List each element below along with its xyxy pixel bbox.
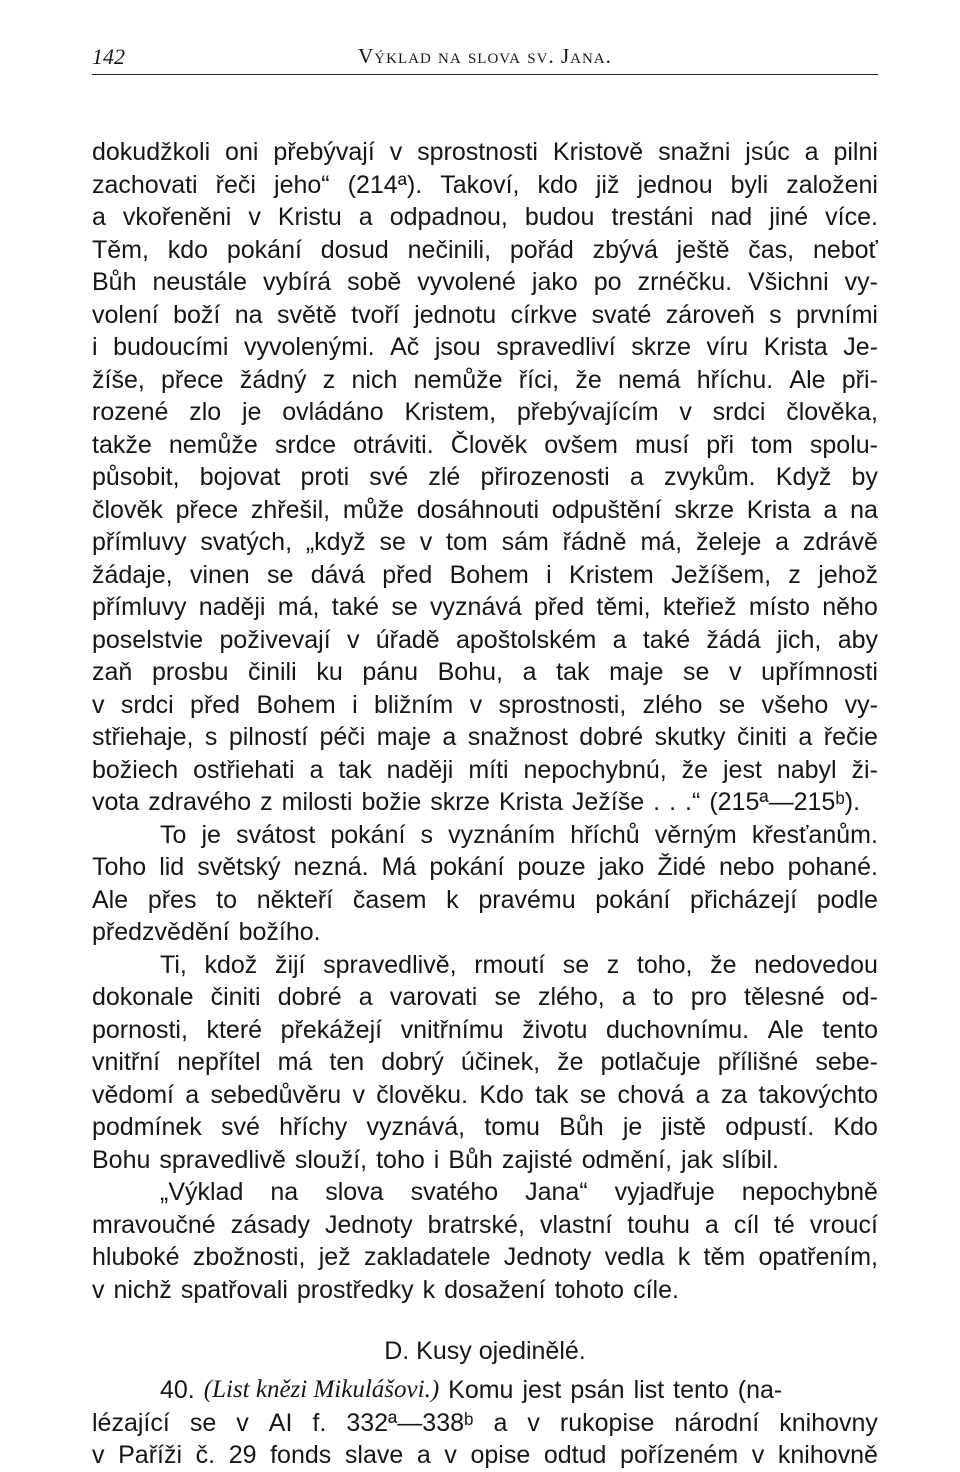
- text-line: hluboké zbožnosti, jež zakladatele Jednoty vedla k těm opatřením,: [92, 1243, 878, 1271]
- text-line: i budoucími vyvolenými. Ač jsou spravedliví skrze víru Krista Je-: [92, 333, 878, 361]
- section-heading: D. Kusy ojedinělé.: [384, 1337, 586, 1365]
- body-text: [92, 136, 878, 1472]
- text-line: dokonale činiti dobré a varovati se zlého, a to pro tělesné od-: [92, 983, 878, 1011]
- entry-title: (List knězi Mikulášovi.): [203, 1376, 440, 1403]
- text-line: lézající se v AI f. 332ª—338ᵇ a v rukopise národní knihovny: [92, 1408, 878, 1437]
- text-line: Toho lid světský nezná. Má pokání pouze jako Židé nebo pohané.: [92, 853, 878, 881]
- text-line: Ale přes to někteří časem k pravému pokání přicházejí podle: [92, 885, 878, 914]
- text-line: božiech ostřiehati a tak naději míti nepochybnú, že jest nabyl ži-: [92, 755, 878, 784]
- text-line: zaň prosbu činili ku pánu Bohu, a tak maje se v upřímnosti: [92, 658, 878, 686]
- text-line: rozené zlo je ovládáno Kristem, přebývajícím v srdci člověka,: [92, 398, 878, 426]
- entry-first-line: 40. (List knězi Mikulášovi.) Komu jest psán list tento (na-: [92, 1374, 878, 1407]
- text-line: To je svátost pokání s vyznáním hříchů věrným křesťanům.: [160, 820, 878, 849]
- text-line: Ti, kdož žijí spravedlivě, rmoutí se z toho, že nedovedou: [160, 950, 878, 979]
- entry-number: 40.: [160, 1376, 195, 1404]
- text-line: Těm, kdo pokání dosud nečinili, pořád zbývá ještě čas, neboť: [92, 235, 878, 264]
- text-line: přímluvy naději má, také se vyznává před těmi, kteřiež místo něho: [92, 593, 878, 621]
- text-line: vědomí a sebedůvěru v člověku. Kdo tak se chová a za takovýchto: [92, 1080, 878, 1109]
- text-line: „Výklad na slova svatého Jana“ vyjadřuje nepochybně: [160, 1178, 878, 1206]
- text-line: vnitřní nepřítel má ten dobrý účinek, že potlačuje přílišné sebe-: [92, 1048, 878, 1076]
- text-line: Bohu spravedlivě slouží, toho i Bůh zajisté odmění, jak slíbil.: [92, 1145, 779, 1174]
- text-line: poselstvie poživevají v úřadě apoštolském a také žádá jich, aby: [92, 625, 878, 654]
- text-line: střiehaje, s pilností péči maje a snažnost dobré skutky činiti a řečie: [92, 723, 878, 751]
- page-number: 142: [92, 44, 125, 69]
- text-line: žádaje, vinen se dává před Bohem i Kristem Ježíšem, z jehož: [92, 560, 878, 589]
- text-line: přímluvy svatých, „když se v tom sám řádně má, želeje a zdrávě: [92, 528, 878, 556]
- text-line: podmínek své hříchy vyznává, tomu Bůh je jistě odpustí. Kdo: [92, 1113, 878, 1141]
- text-line: člověk přece zhřešil, může dosáhnouti odpuštění skrze Krista a na: [92, 495, 878, 524]
- text-line: pornosti, které překážejí vnitřnímu životu duchovnímu. Ale tento: [92, 1015, 878, 1044]
- entry-40: [92, 1374, 878, 1472]
- paragraph: [92, 949, 878, 1177]
- text-line: mravoučné zásady Jednoty bratrské, vlastní touhu a cíl té vroucí: [92, 1210, 878, 1239]
- text-line: v Paříži č. 29 fonds slave a v opise odtud pořízeném v knihovně: [92, 1441, 878, 1469]
- text-line: v srdci před Bohem i bližním v sprostnosti, zlého se všeho vy-: [92, 690, 878, 719]
- paragraph: [92, 136, 878, 819]
- header-rule: [92, 74, 878, 75]
- text-line: dokudžkoli oni přebývají v sprostnosti Kristově snažni jsúc a pilni: [92, 138, 878, 166]
- section-spacer: [92, 1306, 878, 1328]
- paragraph: [92, 819, 878, 949]
- text-line: Bůh neustále vybírá sobě vyvolené jako po zrnéčku. Všichni vy-: [92, 268, 878, 296]
- paragraph: [92, 1176, 878, 1306]
- text-line: v nichž spatřovali prostředky k dosažení tohoto cíle.: [92, 1275, 679, 1304]
- text-line: působit, bojovat proti své zlé přirozenosti a zvykům. Když by: [92, 463, 878, 491]
- text-line: volení boží na světě tvoří jednotu církve svaté zároveň s prvními: [92, 300, 878, 329]
- text-line: žíše, přece žádný z nich nemůže říci, že nemá hříchu. Ale při-: [92, 365, 878, 394]
- text-line: takže nemůže srdce otráviti. Člověk ovšem musí při tom spolu-: [92, 430, 878, 459]
- text-line: předzvědění božího.: [92, 918, 321, 946]
- text-line: zachovati řeči jeho“ (214ª). Takoví, kdo již jednou byli založeni: [92, 170, 878, 199]
- text-line: a vkořeněni v Kristu a odpadnou, budou trestáni nad jiné více.: [92, 203, 878, 231]
- page-header: [92, 40, 878, 76]
- running-title: Výklad na slova sv. Jana.: [358, 44, 612, 68]
- text-line: vota zdravého z milosti božie skrze Krista Ježíše . . .“ (215ª—215ᵇ).: [92, 788, 861, 816]
